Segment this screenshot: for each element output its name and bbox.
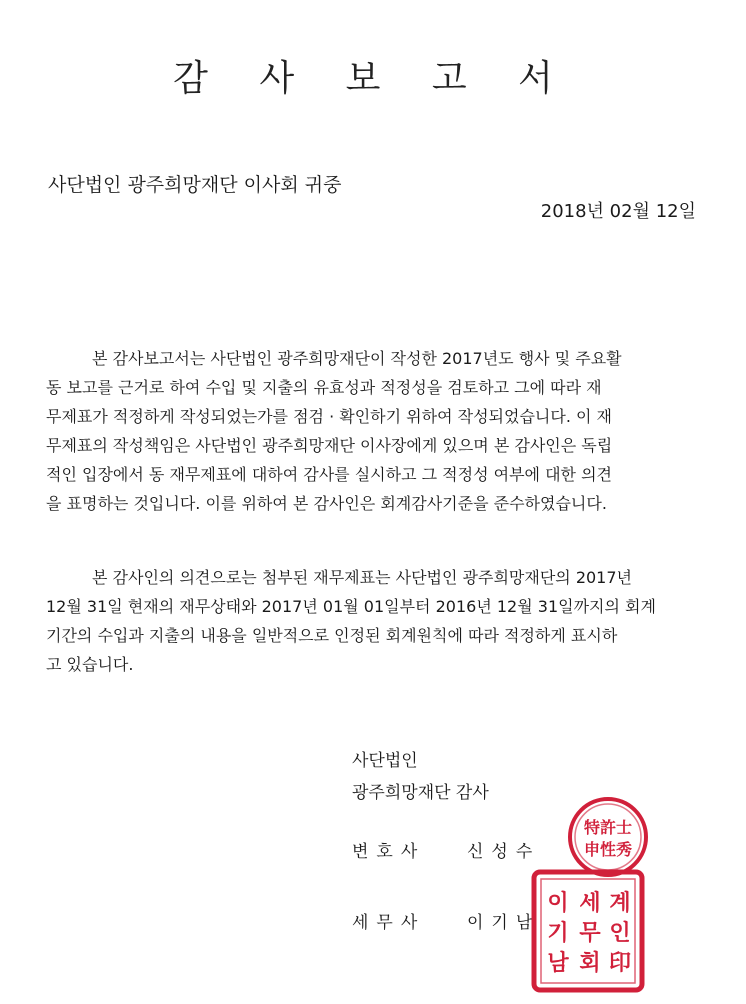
svg-text:세: 세 [579, 891, 601, 916]
paragraph-line: 본 감사인의 의견으로는 첨부된 재무제표는 사단법인 광주희망재단의 2017년 [92, 568, 633, 587]
paragraph-line: 적인 입장에서 동 재무제표에 대하여 감사를 실시하고 그 적정성 여부에 대한 의견 [46, 465, 612, 484]
paragraph-line: 고 있습니다. [46, 655, 134, 674]
paragraph-line: 동 보고를 근거로 하여 수입 및 지출의 유효성과 적정성을 검토하고 그에 따라 재 [46, 378, 602, 397]
paragraph-line: 본 감사보고서는 사단법인 광주희망재단이 작성한 2017년도 행사 및 주요활 [92, 349, 622, 368]
signer1-name: 신성수 [467, 842, 541, 862]
square-seal-icon [528, 866, 648, 996]
paragraph-line: 기간의 수입과 지출의 내용을 일반적으로 인정된 회계원칙에 따라 적정하게 표시하 [46, 626, 618, 645]
svg-text:기: 기 [547, 921, 569, 946]
svg-text:이: 이 [547, 891, 569, 916]
svg-text:印: 印 [608, 951, 632, 976]
svg-text:特許士: 特許士 [583, 818, 633, 837]
paragraph-line: 무제표의 작성책임은 사단법인 광주희망재단 이사장에게 있으며 본 감사인은 독립 [46, 436, 613, 455]
signer1-role: 변호사 [352, 842, 426, 862]
organization-auditor: 광주희망재단 감사 [352, 783, 489, 803]
paragraph-line: 무제표가 적정하게 작성되었는가를 점검 · 확인하기 위하여 작성되었습니다. 이 재 [46, 407, 612, 426]
paragraph-line: 을 표명하는 것입니다. 이를 위하여 본 감사인은 회계감사기준을 준수하였습니다. [46, 494, 607, 513]
svg-text:회: 회 [579, 951, 601, 976]
svg-text:인: 인 [609, 921, 631, 946]
report-date: 2018년 02월 12일 [540, 201, 696, 222]
svg-text:무: 무 [579, 921, 601, 946]
page-title: 감 사 보 고 서 [173, 58, 573, 100]
svg-text:남: 남 [547, 951, 569, 976]
paragraph-opinion [46, 563, 698, 679]
paragraph-scope [46, 344, 698, 518]
svg-text:계: 계 [609, 891, 631, 916]
svg-text:申性秀: 申性秀 [583, 840, 633, 859]
organization-type: 사단법인 [352, 751, 418, 771]
signer2-name: 이기남 [467, 913, 541, 933]
paragraph-line: 12월 31일 현재의 재무상태와 2017년 01월 01일부터 2016년 12월 31일까지의 회계 [46, 597, 656, 616]
recipient: 사단법인 광주희망재단 이사회 귀중 [48, 174, 342, 196]
signer2-role: 세무사 [352, 913, 426, 933]
